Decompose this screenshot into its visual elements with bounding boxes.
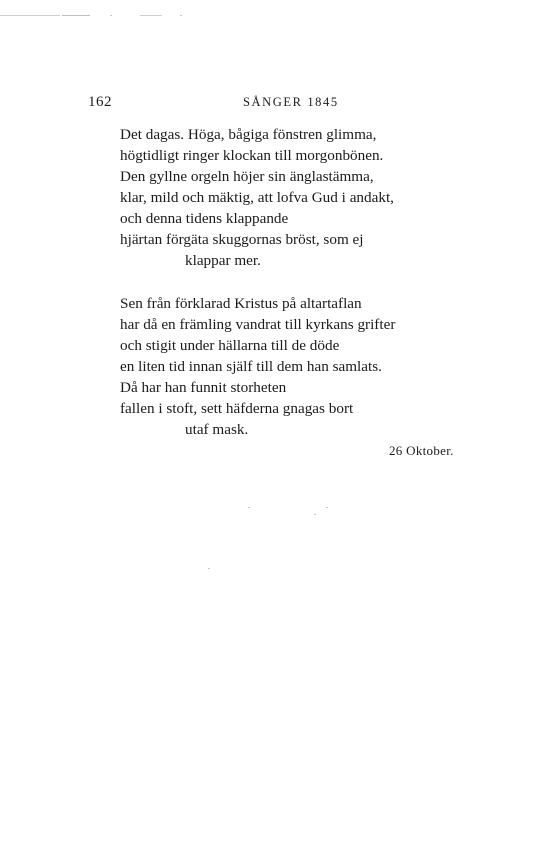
poem-line: klar, mild och mäktig, att lofva Gud i andakt,	[120, 189, 394, 206]
poem-line-indented: utaf mask.	[185, 421, 249, 438]
scan-artifact-dot	[248, 507, 250, 508]
poem-stanza	[120, 293, 500, 440]
poem-stanza	[120, 124, 500, 271]
poem-line: hjärtan förgäta skuggornas bröst, som ej	[120, 231, 364, 248]
scan-artifact-line	[0, 15, 60, 16]
poem-line: Då har han funnit storheten	[120, 379, 287, 396]
scan-artifact-dot	[326, 507, 328, 508]
poem-line: Sen från förklarad Kristus på altartaflan	[120, 295, 362, 312]
poem-date: 26 Oktober.	[389, 443, 454, 458]
poem-line: högtidligt ringer klockan till morgonbönen.	[120, 147, 384, 164]
page-number: 162	[88, 94, 112, 110]
scan-artifact-dot	[110, 15, 112, 16]
poem-line: Den gyllne orgeln höjer sin änglastämma,	[120, 168, 374, 185]
scan-artifact-dot	[180, 15, 182, 16]
scan-artifact-line	[62, 15, 90, 16]
poem-line: och denna tidens klappande	[120, 210, 289, 227]
scan-artifact-line	[140, 15, 162, 16]
running-head: SÅNGER 1845	[243, 95, 339, 109]
poem-line: har då en främling vandrat till kyrkans grifter	[120, 316, 396, 333]
poem-line-indented: klappar mer.	[185, 252, 261, 269]
poem-line: fallen i stoft, sett häfderna gnagas bort	[120, 400, 354, 417]
poem-line: och stigit under hällarna till de döde	[120, 337, 340, 354]
scan-artifact-dot	[208, 568, 210, 569]
poem-line: Det dagas. Höga, bågiga fönstren glimma,	[120, 126, 377, 143]
scan-artifact-dot	[314, 514, 316, 515]
poem-line: en liten tid innan själf till dem han samlats.	[120, 358, 382, 375]
